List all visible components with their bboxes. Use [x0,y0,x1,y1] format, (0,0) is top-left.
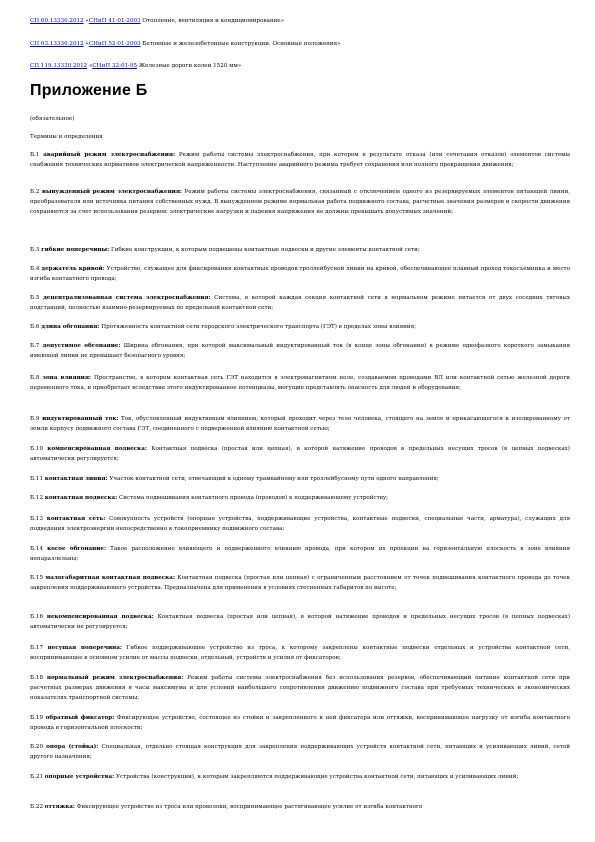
term-name: опора (стойка): [46,744,99,750]
term-name: децентрализованная система электроснабжения: [43,295,211,301]
term-entry: Б.11 контактная линия: Участок контактной сети, отвечающий к одному трамвайному или троллейбусному пути одного направления; [30,476,439,482]
term-entry: Б.20 опора (стойка): Специальная, отдельно стоящая конструкция для закрепления поддерживающих устройств контактной сети, питающих и усиливающих линий, сетей другого назначения; [30,744,570,760]
term-name: оттяжка: [44,804,75,810]
term-entry: Б.1 аварийный режим электроснабжения: Режим работы системы электроснабжения, при котором в результате отказа (или сочетания отказов) элементов системы снабжения технических нормативов электрической напряженности. Наступление аварийного режима требует сохранения или полного прекращения движения; [30,152,570,168]
standard-link[interactable]: СП 63.13330.2012 [30,41,84,47]
standard-link[interactable]: СП 119.13330.2012 [30,63,88,69]
term-entry: Б.16 некомпенсированная подвеска: Контактная подвеска (простая или цепная), в которой натяжение проводов и предельных несущих тросов (в цепных подвесках) автоматически не регулируется; [30,614,571,630]
term-entry: Б.13 контактная сеть: Совокупность устройств (опорные устройства, поддерживающие устройства, контактные подвески, специальные части, арматура), служащих для подведения электроэнергии непосредственно к токоприемнику подвижного состава; [30,516,570,532]
term-entry: Б.19 обратный фиксатор: Фиксирующее устройство, состоящее из стойки и закрепленного к ней фиксатора или оттяжки, воспринимающее нагрузку от изгиба контактного провода в горизонтальной плоскости; [30,715,571,731]
snip-link[interactable]: СНиП 41-01-2003 [88,18,141,24]
term-entry: Б.5 децентрализованная система электроснабжения: Система, в которой каждая секция контактной сети в нормальном режиме питается от двух соседних тяговых подстанций, полностью взаимно-резервируемых по предельной контактной сети; [30,295,570,311]
term-entry: Б.2 вынужденный режим электроснабжения: Режим работы системы электроснабжения, связанный с отключением одного из резервируемых элементов питающей линии, преобразователя или источника питания собственных нужд. В вынужденном режиме нормальная работа подвижного состава, расчетные значения размеров и скорости движения сохраняются за счет использования резервов; электрические нагрузки и падения напряжения не должны превышать допустимых значений; [30,189,570,215]
term-name: опорные устройства: [44,774,115,780]
appendix-title: Приложение Б [30,82,148,99]
term-entry: Б.6 длина обгонания: Протяженность контактной сети городского электрического транспорта (ГЭТ) в пределах зоны влияния; [30,324,417,330]
term-entry: Б.9 индуктированный ток: Ток, обусловленный индуктивным влиянием, который проходит через тело человека, стоящего на земле и прикасающегося к изолированному от земли корпусу подвижного состава ГЭТ, соединенного с подверженной влиянию контактной сетью; [30,416,570,432]
term-name: длина обгонания: [41,324,100,330]
reference-line: СП 60.13330.2012 «СНиП 41-01-2003 Отопление, вентиляция и кондиционирование» [30,18,285,24]
term-name: нормальный режим электроснабжения: [46,675,184,681]
term-entry: Б.17 несущая поперечина: Гибкое поддерживающее устройство из троса, к которому закреплены контактные подвески отдельных и устройства контактной сети, воспринимающее в основном усилие от массы подвески, отдельный, устройств и усилия от фиксаторов; [30,645,571,661]
term-entry: Б.14 косое обгонание: Такое расположение влияющего и подверженного влиянию провода, при котором их проекции на горизонтальную плоскость в зоне влияния непараллельны; [30,546,570,562]
term-name: вынужденный режим электроснабжения: [41,189,183,195]
term-name: малогабаритная контактная подвеска: [45,575,175,581]
term-entry: Б.3 гибкие поперечины: Гибкие конструкции, к которым подвешены контактные подвески и другие элементы контактной сети; [30,247,420,253]
term-entry: Б.10 компенсированная подвеска: Контактная подвеска (простая или цепная), в которой натяжение проводов в предельных несущих тросов (в цепных подвесках) автоматически регулируется; [30,446,570,462]
term-name: некомпенсированная подвеска: [46,614,154,620]
reference-line: СП 119.13330.2012 «СНиП 32-01-95 Железные дороги колеи 1520 мм» [30,63,242,69]
section-heading: Термины и определения [30,134,103,140]
term-entry: Б.22 оттяжка: Фиксирующее устройство из троса или проволоки, воспринимающее растягивающее усилие от изгиба контактного [30,804,423,810]
term-name: несущая поперечина: [47,645,122,651]
term-entry: Б.12 контактная подвеска: Система подвешивания контактного провода (проводов) к поддерживающему устройству; [30,495,389,501]
term-name: гибкие поперечины: [41,247,110,253]
term-name: зона влияния: [42,375,92,381]
term-name: индуктированный ток: [42,416,119,422]
term-entry: Б.4 держатель кривой: Устройство, служащее для фиксирования контактных проводов троллейбусной линии на кривой, обеспечивающее плавный проход токосъемника и место изгиба контактного провода; [30,266,570,282]
term-name: держатель кривой: [41,266,105,272]
term-entry: Б.15 малогабаритная контактная подвеска: Контактная подвеска (простая или цепная) с ограниченным расстоянием от точек подвешивания контактного провода до точек закрепления поддерживающего устройства. Предназначена для применения в условиях стесненных габаритов по высоте; [30,575,570,591]
term-entry: Б.8 зона влияния: Пространство, в котором контактная сеть ГЭТ находится в электромагнитном поле, создаваемом проводами ВЛ или контактной сетью железной дороги переменного тока, и приобретает вследствие этого индуктированное потенциалы, могущие представлять опасность для людей и оборудования; [30,375,570,391]
term-name: обратный фиксатор: [45,715,115,721]
term-name: аварийный режим электроснабжения: [43,152,176,158]
term-name: контактная линия: [44,476,108,482]
term-name: контактная подвеска: [44,495,118,501]
standard-link[interactable]: СП 60.13330.2012 [30,18,84,24]
term-entry: Б.18 нормальный режим электроснабжения: Режим работы системы электроснабжения без использования резервов, обеспечивающий питание контактной сети при расчетных размерах движения в часы максимума и для условий наибольшего сопротивления движению подвижного состава при требуемых технических и экономических показателях транспортной системы; [30,675,570,701]
snip-link[interactable]: СНиП 52-01-2003 [88,41,141,47]
term-entry: Б.21 опорные устройства: Устройства (конструкции), к которым закрепляются поддерживающие устройства контактной сети, питающих и усиливающих линий; [30,774,519,780]
appendix-note: (обязательное) [30,116,75,122]
term-name: компенсированная подвеска: [47,446,147,452]
term-name: допустимое обгонание: [42,343,121,349]
snip-link[interactable]: СНиП 32-01-95 [92,63,138,69]
term-entry: Б.7 допустимое обгонание: Ширина обгонания, при которой максимальный индуктированный ток (в конце зоны обгонания) в режиме однофазного короткого замыкания имеющей линии не превышает безопасного уровня; [30,343,570,359]
term-name: контактная сеть: [46,516,106,522]
reference-line: СП 63.13330.2012 «СНиП 52-01-2003 Бетонные и железобетонные конструкции. Основные положения» [30,41,341,47]
term-name: косое обгонание: [47,546,107,552]
